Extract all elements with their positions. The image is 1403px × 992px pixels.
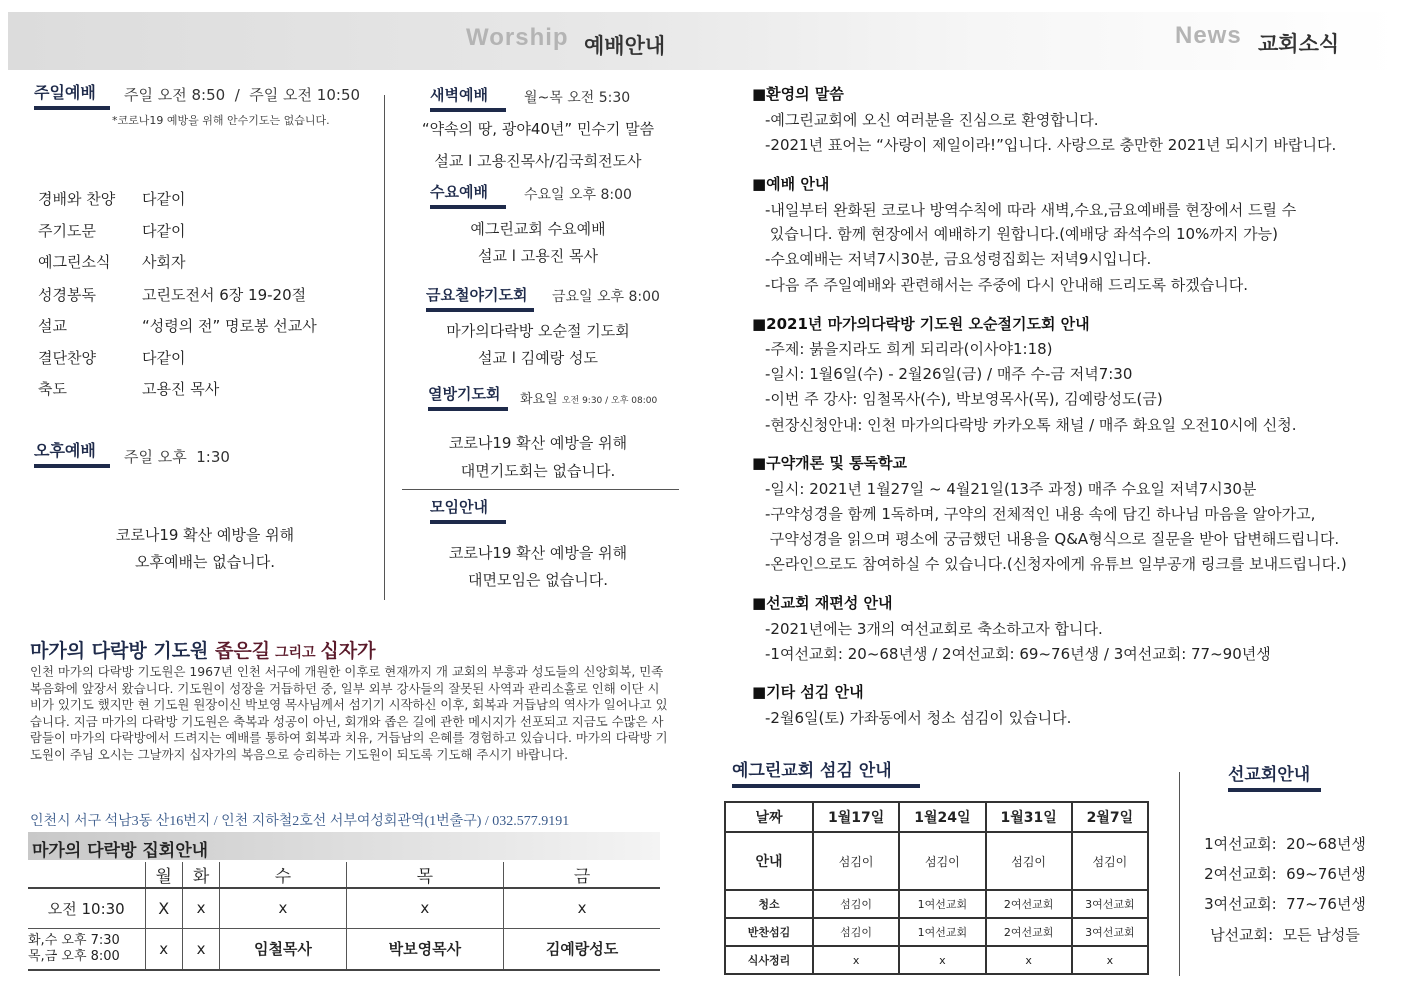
table-cell: 박보영목사	[346, 928, 503, 970]
table-header: 1월24일	[899, 802, 985, 832]
dawn-line1: “약속의 땅, 광야40년” 민수기 말씀	[421, 120, 655, 138]
order-row: 결단찬양 다같이	[38, 349, 186, 367]
day-header: 수	[220, 862, 346, 888]
table-cell: x	[1072, 946, 1148, 974]
news-heading: ■선교회 재편성 안내	[752, 594, 893, 612]
header-worship-ko: 예배안내	[584, 34, 666, 58]
header-worship-en: Worship	[466, 24, 569, 51]
table-header: 2월7일	[1072, 802, 1148, 832]
order-row: 설교 “성령의 전” 명로봉 선교사	[38, 317, 317, 335]
news-line: -일시: 2021년 1월27일 ~ 4월21일(13주 과정) 매주 수요일 저녁7시30분	[765, 480, 1257, 498]
news-line: -2월6일(토) 가좌동에서 청소 섬김이 있습니다.	[765, 709, 1072, 727]
afternoon-msg2: 오후예배는 없습니다.	[135, 553, 275, 571]
news-heading: ■구약개론 및 통독학교	[752, 454, 908, 472]
table-cell: 2여선교회	[986, 918, 1072, 946]
news-heading: ■기타 섬김 안내	[752, 683, 864, 701]
row-label: 식사정리	[725, 946, 813, 974]
table-cell: 1여선교회	[899, 890, 985, 918]
open-prayer-title: 열방기도회	[428, 383, 508, 411]
meeting-msg1: 코로나19 확산 예방을 위해	[448, 544, 628, 562]
news-line: -내일부터 완화된 코로나 방역수칙에 따라 새벽,수요,금요예배를 현장에서 드릴 수	[765, 201, 1297, 219]
mission-title: 선교회안내	[1228, 760, 1321, 792]
order-row: 축도 고용진 목사	[38, 380, 220, 398]
column-divider	[384, 95, 385, 600]
order-row: 성경봉독 고린도전서 6장 19-20절	[38, 286, 307, 304]
table-cell: x	[182, 888, 219, 928]
friday-title: 금요철야기도회	[426, 284, 534, 312]
dawn-time: 월~목 오전 5:30	[524, 90, 631, 106]
table-cell: x	[145, 928, 182, 970]
row-label: 안내	[725, 832, 813, 890]
news-line: 구약성경을 읽으며 평소에 궁금했던 내용을 Q&A형식으로 질문을 받아 답변해드립니다.	[765, 530, 1340, 548]
table-cell: 섬김이	[986, 832, 1072, 890]
table-cell: X	[145, 888, 182, 928]
mission-line: 1여선교회: 20~68년생	[1204, 835, 1366, 853]
table-cell: x	[813, 946, 899, 974]
news-line: -2021년 표어는 “사랑이 제일이라!”입니다. 사랑으로 충만한 2021년 되시기 바랍니다.	[765, 136, 1337, 154]
wednesday-line2: 설교 l 고용진 목사	[478, 247, 598, 265]
row-label: 반찬섬김	[725, 918, 813, 946]
day-header: 월	[145, 862, 182, 888]
meeting-msg2: 대면모임은 없습니다.	[468, 571, 608, 589]
mission-line: 3여선교회: 77~76년생	[1204, 895, 1366, 913]
friday-time: 금요일 오후 8:00	[552, 289, 660, 305]
open-prayer-msg1: 코로나19 확산 예방을 위해	[448, 434, 628, 452]
news-line: -수요예배는 저녁7시30분, 금요성령집회는 저녁9시입니다.	[765, 250, 1152, 268]
table-cell: x	[986, 946, 1072, 974]
table-cell: x	[899, 946, 985, 974]
afternoon-title: 오후예배	[34, 438, 110, 468]
serve-table	[724, 801, 1149, 975]
day-header: 목	[346, 862, 503, 888]
news-line: -현장신청안내: 인천 마가의다락방 카카오톡 채널 / 매주 화요일 오전10시에 신청.	[765, 416, 1297, 434]
meeting-title: 모임안내	[430, 496, 506, 524]
order-row: 주기도문 다같이	[38, 222, 186, 240]
friday-line2: 설교 l 김예랑 성도	[478, 349, 598, 367]
news-line: -일시: 1월6일(수) - 2월26일(금) / 매주 수-금 저녁7:30	[765, 365, 1133, 383]
schedule-table	[28, 862, 660, 971]
table-header: 1월17일	[813, 802, 899, 832]
wednesday-time: 수요일 오후 8:00	[524, 187, 632, 203]
news-line: -온라인으로도 참여하실 수 있습니다.(신청자에게 유튜브 일부공개 링크를 보내드립니다.)	[765, 555, 1347, 573]
table-cell: 2여선교회	[986, 890, 1072, 918]
article-body: 인천 마가의 다락방 기도원은 1967년 인천 서구에 개원한 이후로 현재까지 개 교회의 부흥과 성도들의 신앙회복, 민족 복음화에 앞장서 왔습니다. 기도원이 성장을 거듭하던 중, 일부 외부 강사들의 잘못된 사역과 관리소홀로 인해 이단 시비가 있기도 했지만 현 기도원 원장이신 박보영 목사님께서 섬기기 시작하신 이후, 회복과 거듭남의 역사가 일어나고 있습니다. 지금 마가의 다락방 기도원은 축복과 성공이 아닌, 회개와 좁은 길에 관한 메시지가 선포되고 지금도 수많은 사람들이 마가의 다락방에서 드려지는 예배를 통하여 회복과 치유, 거듭남의 은혜를 경험하고 있습니다. 마가의 다락방 기도원이 주님 오시는 그날까지 십자가의 복음으로 승리하는 기도원이 되도록 기도해 주시기 바랍니다.	[30, 664, 668, 762]
news-line: -2021년에는 3개의 여선교회로 축소하고자 합니다.	[765, 620, 1103, 638]
sunday-note: *코로나19 예방을 위해 안수기도는 없습니다.	[112, 114, 330, 127]
schedule-title-bar	[28, 832, 660, 860]
table-row	[28, 888, 660, 928]
table-cell: x	[346, 888, 503, 928]
header-news-en: News	[1175, 22, 1242, 49]
friday-line1: 마가의다락방 오순절 기도회	[446, 322, 630, 340]
order-row: 예그린소식 사회자	[38, 253, 186, 271]
mission-line: 2여선교회: 69~76년생	[1204, 865, 1366, 883]
table-cell: 3여선교회	[1072, 890, 1148, 918]
row-label: 오전 10:30	[28, 888, 145, 928]
serve-title: 예그린교회 섬김 안내	[732, 756, 920, 788]
table-row	[725, 890, 1148, 918]
dawn-title: 새벽예배	[430, 84, 506, 112]
open-prayer-time: 화요일 오전 9:30 / 오후 08:00	[520, 392, 658, 407]
table-cell: x	[220, 888, 346, 928]
afternoon-time: 주일 오후 1:30	[124, 448, 230, 466]
table-row	[725, 802, 1148, 832]
section-divider	[402, 489, 679, 490]
table-row	[725, 946, 1148, 974]
table-header: 1월31일	[986, 802, 1072, 832]
table-cell: 섬김이	[1072, 832, 1148, 890]
table-cell: 1여선교회	[899, 918, 985, 946]
day-header: 금	[504, 862, 660, 888]
news-line: -주제: 붉을지라도 희게 되리라(이사야1:18)	[765, 340, 1053, 358]
table-cell: 임철목사	[220, 928, 346, 970]
table-cell: x	[182, 928, 219, 970]
schedule-title: 마가의 다락방 집회안내	[32, 841, 209, 861]
mission-divider	[1179, 772, 1180, 976]
table-cell: 김예랑성도	[504, 928, 660, 970]
news-line: -구약성경을 함께 1독하며, 구약의 전체적인 내용 속에 담긴 하나님 마음을 알아가고,	[765, 505, 1316, 523]
table-cell: 섬김이	[899, 832, 985, 890]
wednesday-line1: 예그린교회 수요예배	[470, 220, 606, 238]
news-heading: ■예배 안내	[752, 175, 830, 193]
table-cell: 섬김이	[813, 832, 899, 890]
sunday-title: 주일예배	[34, 80, 110, 110]
table-row	[28, 928, 660, 970]
day-header: 화	[182, 862, 219, 888]
article-address: 인천시 서구 석남3동 산16번지 / 인천 지하철2호선 서부여성회관역(1번출구) / 032.577.9191	[30, 814, 570, 829]
table-cell: x	[504, 888, 660, 928]
news-line: -이번 주 강사: 임철목사(수), 박보영목사(목), 김예랑성도(금)	[765, 390, 1163, 408]
table-row	[725, 832, 1148, 890]
row-label: 청소	[725, 890, 813, 918]
mission-line: 남선교회: 모든 남성들	[1210, 926, 1360, 944]
news-line: 있습니다. 함께 현장에서 예배하기 원합니다.(예배당 좌석수의 10%까지 가능)	[765, 225, 1278, 243]
news-heading: ■환영의 말씀	[752, 85, 844, 103]
afternoon-msg1: 코로나19 확산 예방을 위해	[115, 526, 295, 544]
news-line: -1여선교회: 20~68년생 / 2여선교회: 69~76년생 / 3여선교회: 77~90년생	[765, 645, 1271, 663]
news-heading: ■2021년 마가의다락방 기도원 오순절기도회 안내	[752, 315, 1090, 333]
table-row	[725, 918, 1148, 946]
table-header: 날짜	[725, 802, 813, 832]
news-line: -다음 주 주일예배와 관련해서는 주중에 다시 안내해 드리도록 하겠습니다.	[765, 276, 1249, 294]
header-news-ko: 교회소식	[1258, 32, 1340, 56]
order-row: 경배와 찬양 다같이	[38, 190, 186, 208]
table-cell: 섬김이	[813, 918, 899, 946]
row-label: 화,수 오후 7:30 목,금 오후 8:00	[28, 928, 145, 970]
wednesday-title: 수요예배	[430, 181, 506, 209]
article-title: 마가의 다락방 기도원 좁은길 그리고 십자가	[30, 640, 376, 662]
news-line: -예그린교회에 오신 여러분을 진심으로 환영합니다.	[765, 111, 1099, 129]
table-cell: 섬김이	[813, 890, 899, 918]
table-cell: 3여선교회	[1072, 918, 1148, 946]
sunday-time: 주일 오전 8:50 / 주일 오전 10:50	[124, 86, 361, 104]
dawn-line2: 설교 l 고용진목사/김국희전도사	[434, 152, 642, 170]
open-prayer-msg2: 대면기도회는 없습니다.	[460, 462, 616, 480]
table-row	[28, 862, 660, 888]
